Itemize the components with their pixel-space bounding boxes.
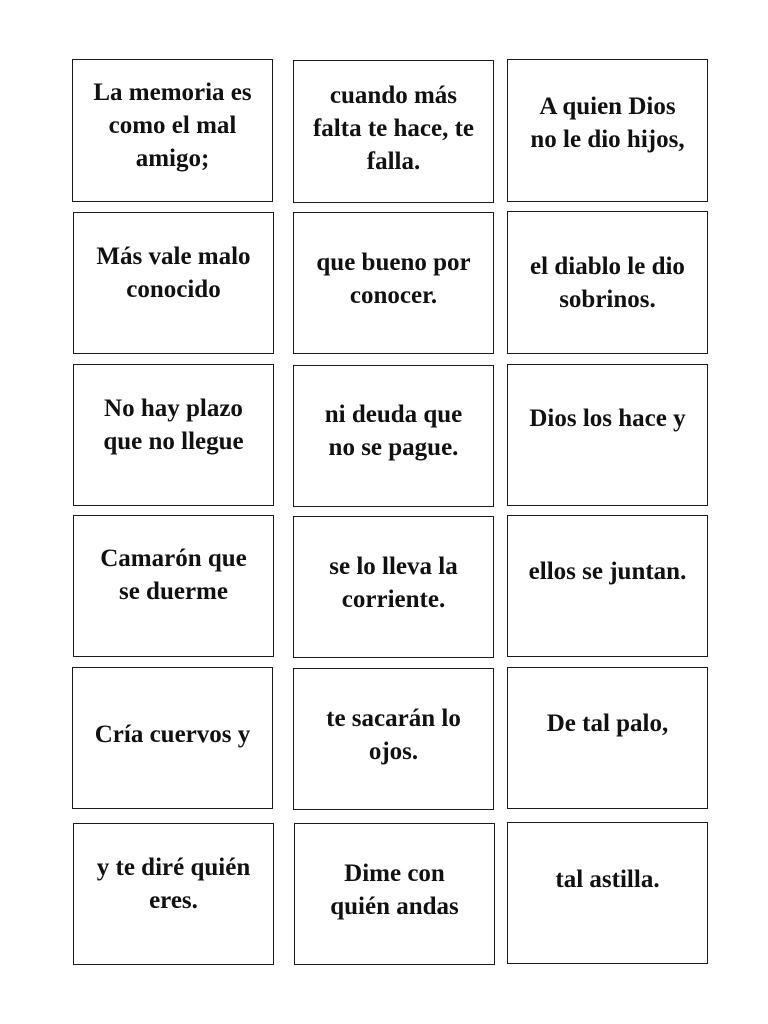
proverb-card [73, 364, 274, 506]
proverb-card [73, 823, 274, 965]
proverb-card-text: te sacarán lo ojos. [326, 705, 461, 765]
proverb-card-text: se lo lleva la corriente. [329, 553, 458, 613]
proverb-card-text: A quien Dios no le dio hijos, [530, 93, 685, 153]
proverb-card-text: No hay plazo que no llegue [103, 395, 244, 455]
proverb-card [507, 211, 708, 354]
proverb-card-text: ellos se juntan. [528, 558, 687, 585]
proverb-card-text: que bueno por conocer. [316, 249, 471, 309]
proverb-card [72, 667, 273, 809]
proverb-card-text: Cría cuervos y [94, 721, 251, 748]
proverb-card-text: La memoria es como el mal amigo; [93, 79, 252, 172]
proverb-card-text: De tal palo, [546, 710, 669, 737]
proverb-card-text: ni deuda que no se pague. [324, 401, 463, 461]
proverb-card [293, 60, 494, 203]
proverb-card [293, 212, 494, 354]
proverb-card-text: el diablo le dio sobrinos. [530, 253, 685, 313]
proverb-card [507, 515, 708, 657]
proverb-card [507, 667, 708, 809]
proverb-card-text: y te diré quién eres. [96, 854, 251, 914]
proverb-card-text: Dios los hace y [529, 405, 686, 432]
proverb-card-text: cuando más falta te hace, te falla. [312, 82, 475, 175]
proverb-card [293, 516, 494, 658]
proverb-card [73, 212, 274, 354]
proverb-card [294, 823, 495, 965]
proverb-card-text: tal astilla. [555, 866, 660, 893]
proverb-card [72, 59, 273, 202]
proverb-card-text: Camarón que se duerme [100, 545, 247, 605]
proverb-card [507, 364, 708, 506]
proverb-card [507, 59, 708, 202]
proverb-card-text: Más vale malo conocido [96, 243, 251, 303]
proverb-card [293, 365, 494, 507]
proverb-card [73, 515, 274, 657]
proverb-card [507, 822, 708, 964]
proverb-card [293, 668, 494, 810]
proverb-card-text: Dime con quién andas [330, 860, 459, 920]
